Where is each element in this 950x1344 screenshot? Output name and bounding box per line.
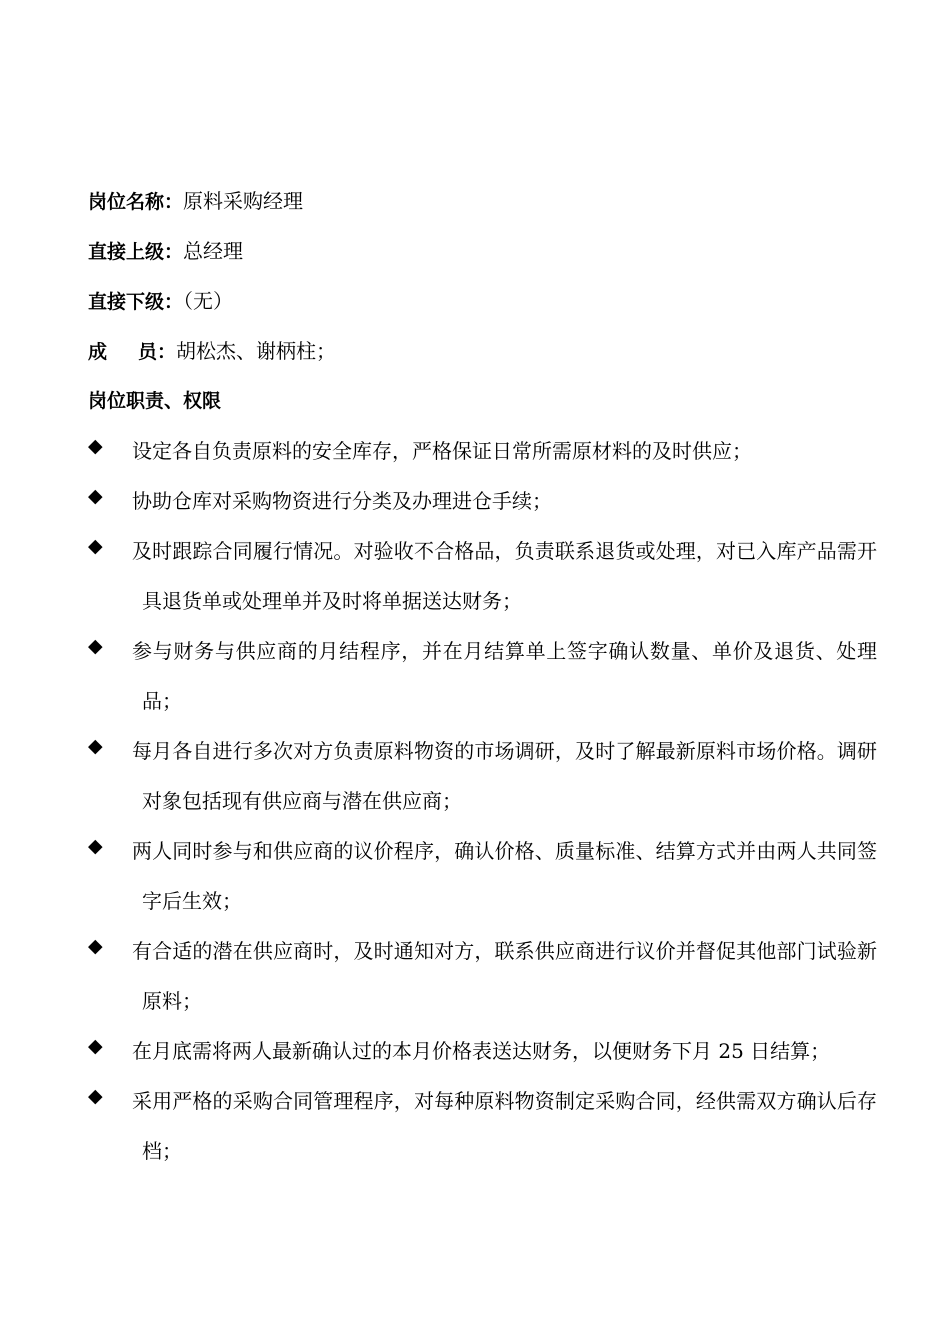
duty-text: 协助仓库对采购物资进行分类及办理进仓手续； [132,489,552,513]
duty-text: 设定各自负责原料的安全库存，严格保证日常所需原材料的及时供应； [132,439,752,463]
duty-item [88,426,877,483]
position-name-value: 原料采购经理 [183,189,304,213]
direct-subordinate-line [88,283,888,333]
members-value: 胡松杰、谢柄柱； [176,339,336,363]
position-name-label: 岗位名称： [88,191,184,213]
members-label-char2: 员： [137,341,176,363]
duties-heading: 岗位职责、权限 [88,390,222,412]
duty-item [88,476,877,533]
duty-list [88,426,888,1183]
diamond-bullet-icon: ◆ [88,1085,103,1107]
duty-text: 有合适的潜在供应商时，及时通知对方，联系供应商进行议价并督促其他部门试验新原料； [132,939,877,1013]
duty-text: 两人同时参与和供应商的议价程序，确认价格、质量标准、结算方式并由两人共同签字后生效； [132,839,877,913]
diamond-bullet-icon: ◆ [88,735,103,757]
duty-item [88,1076,877,1183]
diamond-bullet-icon: ◆ [88,1035,103,1057]
direct-superior-label: 直接上级： [88,241,184,263]
duty-item [88,526,877,633]
direct-subordinate-label: 直接下级： [88,291,184,313]
direct-subordinate-value: （无） [183,289,234,313]
diamond-bullet-icon: ◆ [88,935,103,957]
diamond-bullet-icon: ◆ [88,485,103,507]
duty-item [88,1026,877,1083]
direct-superior-line [88,233,888,283]
duty-text: 采用严格的采购合同管理程序，对每种原料物资制定采购合同，经供需双方确认后存档； [132,1089,877,1163]
duty-text: 参与财务与供应商的月结程序，并在月结算单上签字确认数量、单价及退货、处理品； [132,639,877,713]
duty-text: 在月底需将两人最新确认过的本月价格表送达财务，以便财务下月 25 日结算； [132,1039,831,1063]
diamond-bullet-icon: ◆ [88,435,103,457]
duty-text: 每月各自进行多次对方负责原料物资的市场调研，及时了解最新原料市场价格。调研对象包括现有供应商与潜在供应商； [132,739,877,813]
diamond-bullet-icon: ◆ [88,535,103,557]
diamond-bullet-icon: ◆ [88,635,103,657]
duty-item [88,826,877,933]
document-page [88,183,888,1183]
duty-item [88,926,877,1033]
duty-item [88,726,877,833]
duty-item [88,626,877,733]
position-name-line [88,183,888,233]
members-line [88,333,888,383]
direct-superior-value: 总经理 [183,239,244,263]
members-label-char1: 成 [88,341,108,363]
duty-text: 及时跟踪合同履行情况。对验收不合格品，负责联系退货或处理，对已入库产品需开具退货单或处理单并及时将单据送达财务； [132,539,877,613]
diamond-bullet-icon: ◆ [88,835,103,857]
members-label [88,334,176,370]
